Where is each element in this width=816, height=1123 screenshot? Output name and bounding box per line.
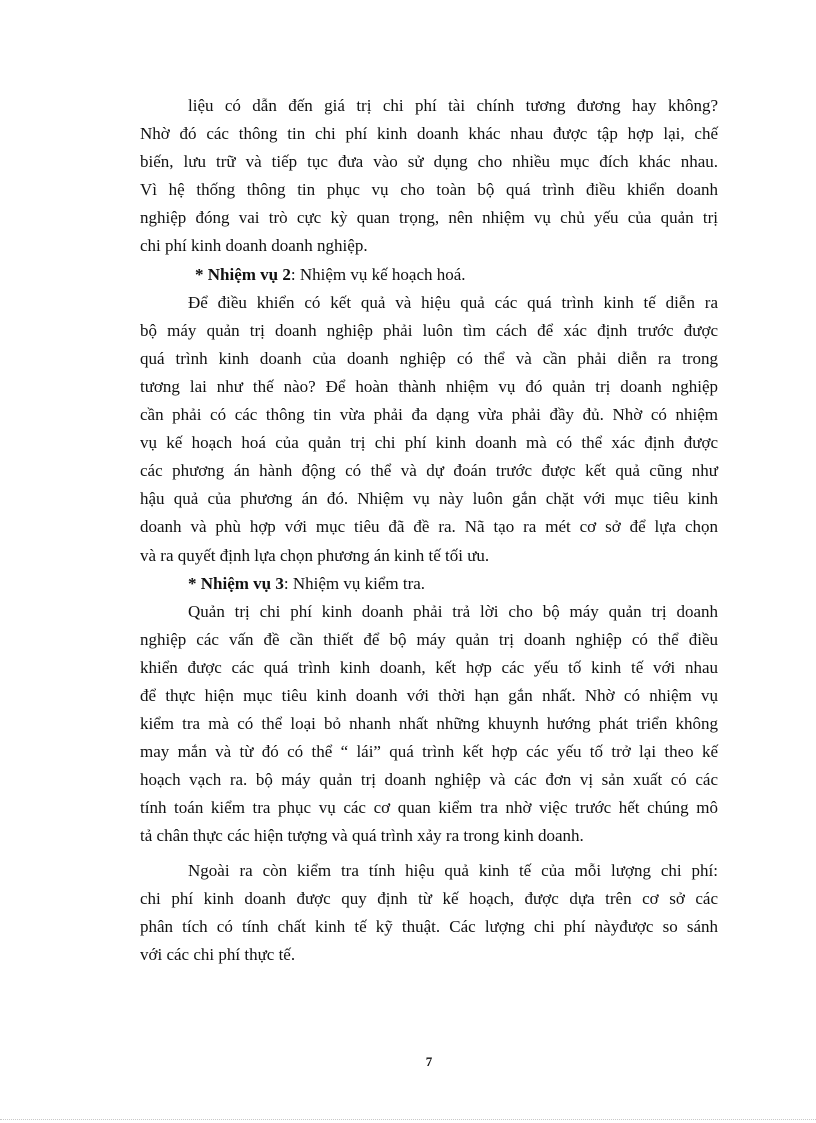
line-text: vụ kế hoạch hoá của quản trị chi phí kinh doanh mà có thể xác định được bbox=[140, 433, 718, 453]
line-text: Ngoài ra còn kiểm tra tính hiệu quả kinh tế của mỗi lượng chi phí: bbox=[188, 860, 718, 880]
line-text: các phương án hành động có thể và dự đoán trước được kết quả cũng như bbox=[140, 461, 718, 481]
text-line bbox=[140, 513, 718, 541]
text-line bbox=[140, 822, 718, 850]
line-text: cần phải có các thông tin vừa phải đa dạng vừa phải đầy đủ. Nhờ có nhiệm bbox=[140, 405, 718, 425]
line-text: nghiệp các vấn đề cần thiết để bộ máy quản trị doanh nghiệp có thể điều bbox=[140, 629, 718, 649]
section-heading bbox=[140, 261, 718, 289]
line-text: tương lai như thế nào? Để hoàn thành nhiệm vụ đó quản trị doanh nghiệp bbox=[140, 376, 718, 396]
line-text: bộ máy quản trị doanh nghiệp phải luôn tìm cách để xác định trước được bbox=[140, 320, 718, 340]
text-line bbox=[140, 885, 718, 913]
page-number: 7 bbox=[425, 1054, 433, 1069]
line-text: liệu có dẫn đến giá trị chi phí tài chính tương đương hay không? bbox=[188, 96, 718, 115]
line-text: Quản trị chi phí kinh doanh phải trả lời cho bộ máy quản trị doanh bbox=[188, 601, 718, 621]
text-line bbox=[140, 941, 718, 969]
text-line bbox=[140, 148, 718, 176]
line-text: Để điều khiển có kết quả và hiệu quả các quá trình kinh tế diễn ra bbox=[188, 292, 718, 312]
text-line bbox=[140, 794, 718, 822]
line-text: : Nhiệm vụ kiểm tra. bbox=[283, 573, 426, 593]
line-text: doanh và phù hợp với mục tiêu đã đề ra. Nã tạo ra mét cơ sở để lựa chọn bbox=[140, 517, 718, 537]
text-line bbox=[140, 401, 718, 429]
text-line bbox=[140, 654, 718, 682]
footer-divider bbox=[0, 1119, 816, 1120]
text-line bbox=[140, 120, 718, 148]
line-text: nghiệp đóng vai trò cực kỳ quan trọng, nên nhiệm vụ chủ yếu của quản trị bbox=[140, 208, 718, 228]
line-text: tính toán kiểm tra phục vụ các cơ quan kiểm tra nhờ việc trước hết chúng mô bbox=[140, 798, 718, 818]
section-heading-label: * Nhiệm vụ 2 bbox=[195, 264, 291, 284]
text-line bbox=[140, 457, 718, 485]
text-line bbox=[140, 317, 718, 345]
text-line bbox=[140, 766, 718, 794]
text-line bbox=[140, 204, 718, 232]
line-text: hoạch vạch ra. bộ máy quản trị doanh nghiệp và các đơn vị sản xuất có các bbox=[140, 770, 718, 790]
text-line bbox=[140, 345, 718, 373]
line-text: quá trình kinh doanh của doanh nghiệp có thể và cần phải diễn ra trong bbox=[140, 348, 718, 368]
line-text: biến, lưu trữ và tiếp tục đưa vào sử dụng cho nhiều mục đích khác nhau. bbox=[140, 152, 718, 172]
line-text: Vì hệ thống thông tin phục vụ cho toàn bộ quá trình điều khiển doanh bbox=[140, 180, 718, 200]
line-text: tả chân thực các hiện tượng và quá trình xảy ra trong kinh doanh. bbox=[140, 826, 584, 846]
section-heading bbox=[140, 570, 718, 598]
line-text: Nhờ đó các thông tin chi phí kinh doanh khác nhau được tập hợp lại, chế bbox=[140, 124, 718, 144]
line-text: với các chi phí thực tế. bbox=[140, 944, 296, 964]
section-heading-label: * Nhiệm vụ 3 bbox=[188, 573, 284, 593]
text-line bbox=[140, 682, 718, 710]
text-line bbox=[140, 738, 718, 766]
line-text: chi phí kinh doanh được quy định từ kế hoạch, được dựa trên cơ sở các bbox=[140, 888, 718, 908]
text-line bbox=[140, 429, 718, 457]
text-line bbox=[140, 542, 718, 570]
text-line bbox=[140, 857, 718, 885]
text-line bbox=[140, 289, 718, 317]
line-text: : Nhiệm vụ kế hoạch hoá. bbox=[290, 264, 466, 284]
line-text: kiểm tra mà có thể loại bỏ nhanh nhất những khuynh hướng phát triển không bbox=[140, 714, 718, 734]
line-text: hậu quả của phương án đó. Nhiệm vụ này luôn gắn chặt với mục tiêu kinh bbox=[140, 489, 718, 509]
text-line bbox=[140, 176, 718, 204]
text-line bbox=[140, 92, 718, 120]
text-line bbox=[140, 485, 718, 513]
line-text: may mắn và từ đó có thể “ lái” quá trình kết hợp các yếu tố trở lại theo kế bbox=[140, 742, 718, 762]
text-line bbox=[140, 373, 718, 401]
text-line bbox=[140, 232, 718, 260]
line-text: phân tích có tính chất kinh tế kỹ thuật. Các lượng chi phí nàyđược so sánh bbox=[140, 916, 718, 936]
line-text: chi phí kinh doanh doanh nghiệp. bbox=[140, 236, 368, 256]
text-line bbox=[140, 598, 718, 626]
text-line bbox=[140, 710, 718, 738]
text-line bbox=[140, 626, 718, 654]
line-text: để thực hiện mục tiêu kinh doanh với thời hạn gắn nhất. Nhờ có nhiệm vụ bbox=[140, 685, 718, 705]
line-text: và ra quyết định lựa chọn phương án kinh tế tối ưu. bbox=[140, 545, 490, 565]
line-text: khiển được các quá trình kinh doanh, kết hợp các yếu tố kinh tế với nhau bbox=[140, 657, 718, 677]
page-body bbox=[140, 92, 718, 969]
text-line bbox=[140, 913, 718, 941]
